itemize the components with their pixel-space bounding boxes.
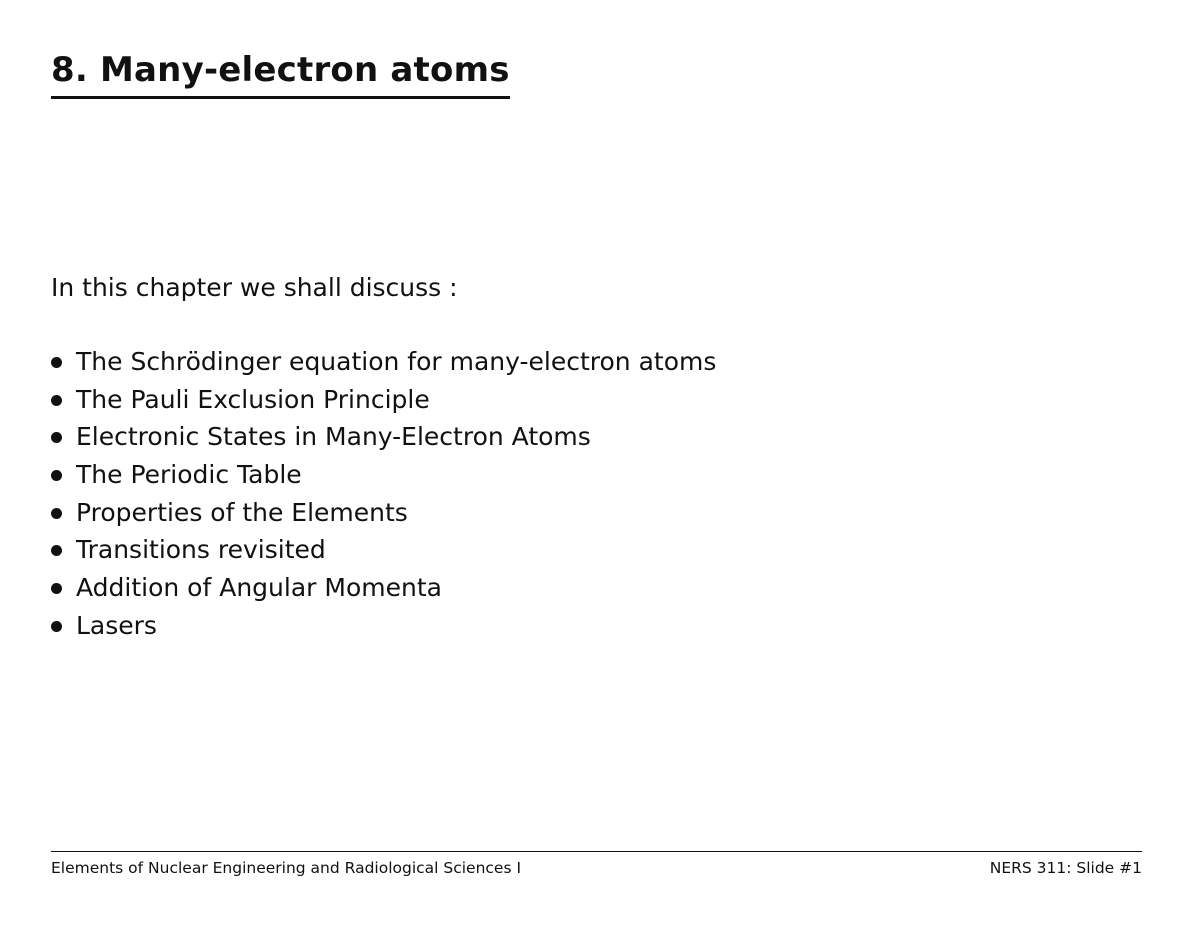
footer-course-name: Elements of Nuclear Engineering and Radiological Sciences I (51, 859, 522, 877)
bullet-icon (51, 508, 62, 519)
intro-text: In this chapter we shall discuss : (51, 273, 458, 302)
list-item-text: Lasers (76, 610, 157, 640)
list-item (51, 609, 716, 647)
list-item-text: Properties of the Elements (76, 497, 408, 527)
list-item (51, 420, 716, 458)
bullet-icon (51, 621, 62, 632)
list-item-text: The Periodic Table (76, 460, 302, 490)
bullet-icon (51, 545, 62, 556)
list-item (51, 345, 716, 383)
list-item (51, 571, 716, 609)
list-item (51, 458, 716, 496)
list-item-text: The Schrödinger equation for many-electron atoms (76, 347, 717, 376)
footer-divider (51, 851, 1142, 852)
list-item-text: Addition of Angular Momenta (76, 573, 442, 603)
topic-list (51, 345, 716, 647)
list-item-text: Electronic States in Many-Electron Atoms (76, 422, 591, 452)
list-item (51, 383, 716, 421)
bullet-icon (51, 432, 62, 443)
list-item-text: The Pauli Exclusion Principle (76, 384, 430, 414)
bullet-icon (51, 357, 62, 368)
slide-title: 8. Many-electron atoms (51, 48, 510, 99)
bullet-icon (51, 470, 62, 481)
list-item (51, 533, 716, 571)
bullet-icon (51, 583, 62, 594)
list-item (51, 496, 716, 534)
bullet-icon (51, 395, 62, 406)
footer-slide-number: NERS 311: Slide #1 (989, 859, 1142, 877)
list-item-text: Transitions revisited (76, 535, 326, 565)
